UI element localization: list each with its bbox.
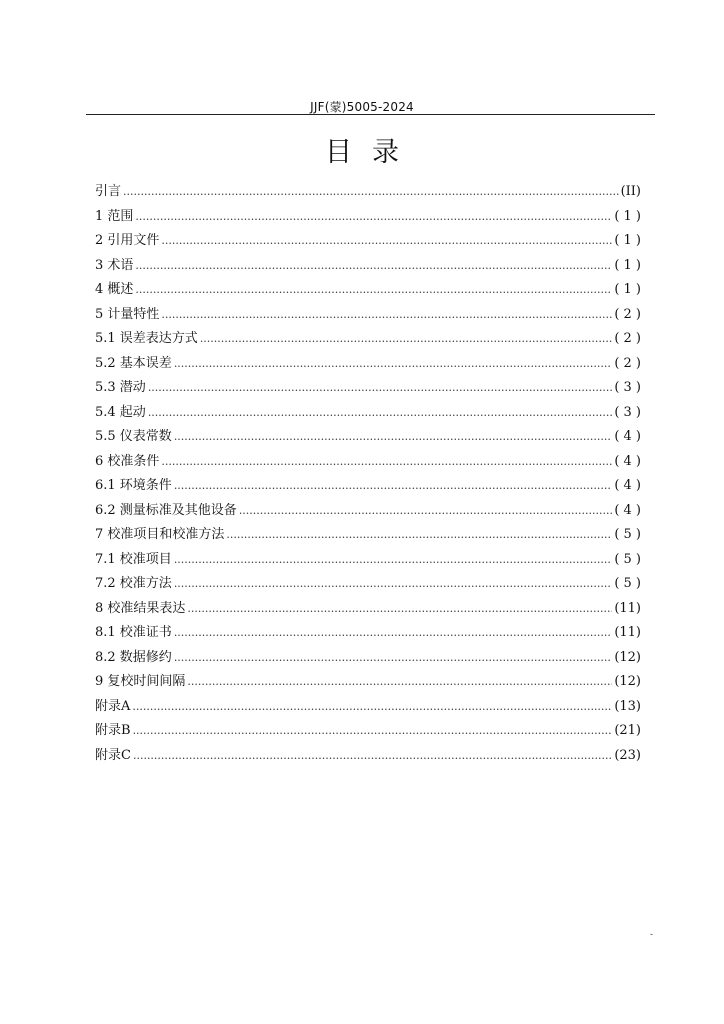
toc-label: 5.2 基本误差 bbox=[95, 355, 172, 371]
toc-leader-dots bbox=[132, 696, 612, 718]
toc-page-number: ( 1 ) bbox=[614, 233, 641, 248]
toc-page-number: (11) bbox=[614, 625, 641, 640]
toc-page-number: ( 3 ) bbox=[614, 404, 641, 420]
toc-label: 7 校准项目和校准方法 bbox=[95, 527, 225, 542]
toc-entry-5-2[interactable] bbox=[95, 353, 641, 378]
toc-label: 5.3 潜动 bbox=[95, 380, 146, 395]
toc-label: 7.1 校准项目 bbox=[95, 551, 172, 567]
toc-page-number: ( 4 ) bbox=[614, 478, 641, 493]
toc-leader-dots bbox=[148, 402, 613, 424]
toc-entry-5-3[interactable] bbox=[95, 377, 641, 402]
toc-page-number: (II) bbox=[620, 184, 641, 199]
table-of-contents bbox=[95, 181, 641, 769]
toc-leader-dots bbox=[239, 500, 613, 522]
toc-leader-dots bbox=[174, 353, 613, 375]
toc-leader-dots bbox=[174, 426, 613, 448]
toc-entry-7[interactable] bbox=[95, 524, 641, 549]
toc-leader-dots bbox=[174, 622, 613, 644]
toc-leader-dots bbox=[174, 647, 613, 669]
footer-mark: - bbox=[650, 930, 654, 940]
toc-page-number: ( 3 ) bbox=[614, 380, 641, 395]
standard-code: JJF(蒙)5005-2024 bbox=[310, 100, 414, 114]
toc-label: 引言 bbox=[95, 184, 122, 199]
toc-label: 6.1 环境条件 bbox=[95, 478, 172, 493]
toc-entry-4[interactable] bbox=[95, 279, 641, 304]
toc-leader-dots bbox=[200, 328, 613, 350]
toc-leader-dots bbox=[133, 745, 612, 767]
toc-label: 5 计量特性 bbox=[95, 306, 160, 322]
toc-leader-dots bbox=[174, 573, 613, 595]
toc-entry-appendix-c[interactable] bbox=[95, 745, 641, 770]
toc-entry-8-2[interactable] bbox=[95, 647, 641, 672]
toc-label: 7.2 校准方法 bbox=[95, 576, 172, 591]
header-rule bbox=[86, 114, 655, 115]
toc-leader-dots bbox=[174, 475, 613, 497]
toc-label: 8.1 校准证书 bbox=[95, 625, 172, 640]
toc-label: 5.5 仪表常数 bbox=[95, 429, 172, 444]
toc-leader-dots bbox=[135, 279, 612, 301]
toc-entry-appendix-b[interactable] bbox=[95, 720, 641, 745]
toc-page-number: (13) bbox=[614, 698, 641, 714]
toc-page-number: ( 1 ) bbox=[614, 257, 641, 273]
toc-page-number: ( 4 ) bbox=[614, 429, 641, 444]
toc-page-number: ( 1 ) bbox=[614, 208, 641, 224]
toc-page-number: (12) bbox=[614, 674, 641, 689]
toc-leader-dots bbox=[187, 671, 612, 693]
toc-entry-appendix-a[interactable] bbox=[95, 696, 641, 721]
toc-leader-dots bbox=[161, 230, 612, 252]
toc-label: 3 术语 bbox=[95, 257, 134, 273]
toc-page-number: ( 2 ) bbox=[614, 331, 641, 346]
toc-page-number: ( 2 ) bbox=[614, 306, 641, 322]
toc-leader-dots bbox=[135, 206, 612, 228]
toc-entry-5-4[interactable] bbox=[95, 402, 641, 427]
toc-leader-dots bbox=[226, 524, 612, 546]
toc-label: 2 引用文件 bbox=[95, 233, 160, 248]
toc-entry-6-2[interactable] bbox=[95, 500, 641, 525]
toc-entry-8[interactable] bbox=[95, 598, 641, 623]
toc-page-number: (12) bbox=[614, 649, 641, 665]
toc-leader-dots bbox=[135, 255, 612, 277]
toc-label: 5.1 误差表达方式 bbox=[95, 331, 198, 346]
toc-entry-6-1[interactable] bbox=[95, 475, 641, 500]
toc-entry-9[interactable] bbox=[95, 671, 641, 696]
toc-leader-dots bbox=[133, 720, 613, 742]
toc-page-number: ( 4 ) bbox=[614, 502, 641, 518]
toc-label: 9 复校时间间隔 bbox=[95, 674, 186, 689]
toc-label: 6 校准条件 bbox=[95, 453, 160, 469]
toc-label: 6.2 测量标准及其他设备 bbox=[95, 502, 237, 518]
toc-entry-5-5[interactable] bbox=[95, 426, 641, 451]
toc-page-number: ( 5 ) bbox=[614, 527, 641, 542]
toc-label: 1 范围 bbox=[95, 208, 134, 224]
toc-label: 8.2 数据修约 bbox=[95, 649, 172, 665]
toc-entry-7-1[interactable] bbox=[95, 549, 641, 574]
toc-entry-2[interactable] bbox=[95, 230, 641, 255]
toc-leader-dots bbox=[161, 451, 612, 473]
toc-entry-5-1[interactable] bbox=[95, 328, 641, 353]
toc-entry-6[interactable] bbox=[95, 451, 641, 476]
toc-label: 附录A bbox=[95, 698, 131, 714]
toc-label: 4 概述 bbox=[95, 282, 134, 297]
toc-label: 附录B bbox=[95, 723, 131, 738]
toc-page-number: ( 5 ) bbox=[614, 576, 641, 591]
toc-leader-dots bbox=[161, 304, 612, 326]
toc-label: 5.4 起动 bbox=[95, 404, 146, 420]
toc-entry-7-2[interactable] bbox=[95, 573, 641, 598]
toc-page-number: (21) bbox=[614, 723, 641, 738]
toc-label: 附录C bbox=[95, 747, 131, 763]
toc-page-number: ( 1 ) bbox=[614, 282, 641, 297]
toc-entry-5[interactable] bbox=[95, 304, 641, 329]
toc-page-number: (23) bbox=[614, 747, 641, 763]
toc-label: 8 校准结果表达 bbox=[95, 600, 186, 616]
toc-leader-dots bbox=[123, 181, 619, 203]
toc-leader-dots bbox=[148, 377, 613, 399]
toc-entry-8-1[interactable] bbox=[95, 622, 641, 647]
toc-page-number: ( 5 ) bbox=[614, 551, 641, 567]
toc-leader-dots bbox=[187, 598, 612, 620]
toc-page-number: ( 4 ) bbox=[614, 453, 641, 469]
toc-page-number: (11) bbox=[614, 600, 641, 616]
toc-entry-3[interactable] bbox=[95, 255, 641, 280]
toc-page-number: ( 2 ) bbox=[614, 355, 641, 371]
toc-entry-1[interactable] bbox=[95, 206, 641, 231]
toc-leader-dots bbox=[174, 549, 613, 571]
toc-entry-intro[interactable] bbox=[95, 181, 641, 206]
page-title: 目录 bbox=[325, 137, 419, 168]
